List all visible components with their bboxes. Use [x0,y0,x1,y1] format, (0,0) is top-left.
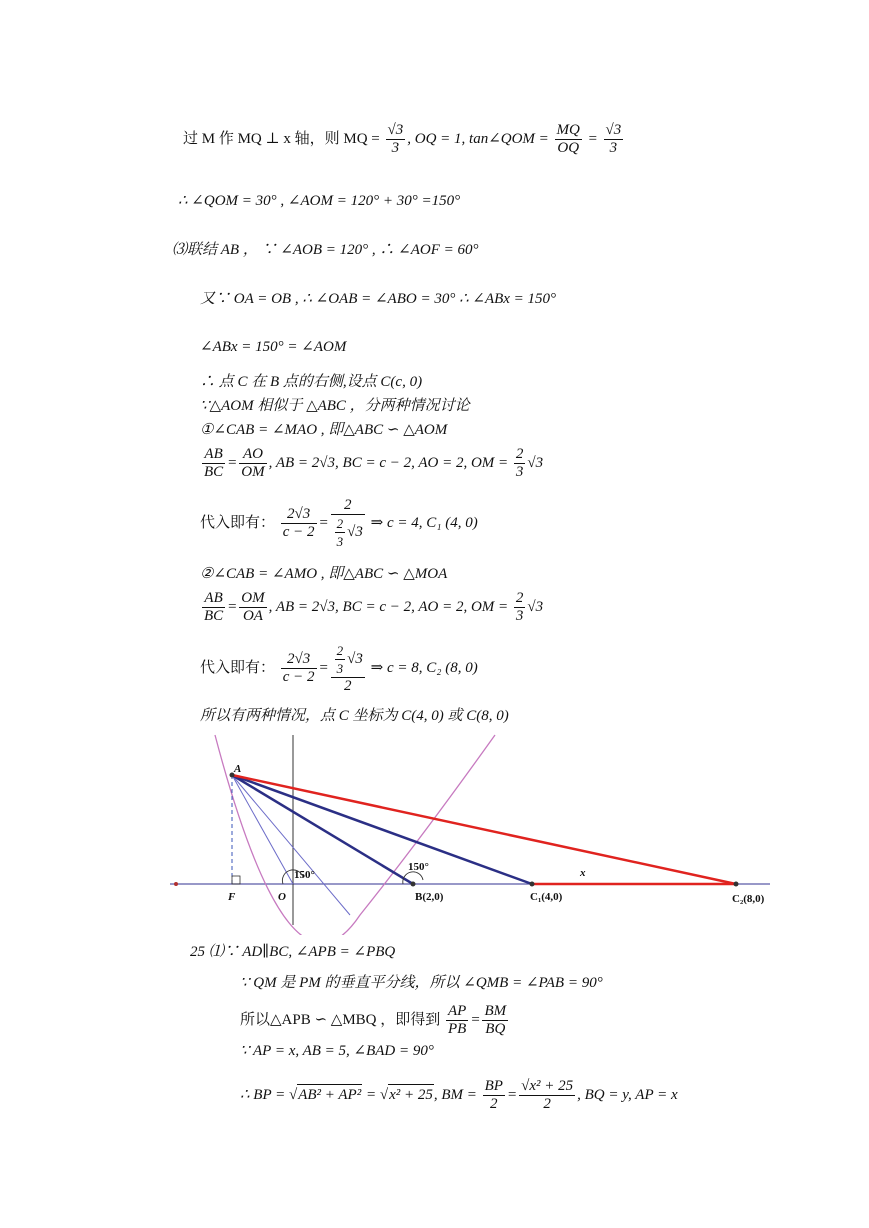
label-c1: C₁(4,0) [530,891,563,903]
point-b [411,882,416,887]
parabola [215,735,495,935]
line-1 [183,122,625,157]
line-9: $\frac{AB}{BC}$ = $\frac{AO}{OM}$ , AB = 2√3, BC = c − 2, AO = 2, OM = $\frac{2}{3}$ √3 [204,446,544,480]
line-15: 25 ⑴∵ AD∥BC, ∠APB = ∠PBQ [190,944,396,960]
label-f: F [228,891,236,903]
label-angle-b: 150° [408,861,429,873]
line-1-mid: , OQ = 1, tan∠QOM = [407,130,549,147]
line-7: ∵△AOM 相似于 △ABC ，分两种情况讨论 [200,398,470,414]
fraction-nested-1: 2 $\frac{2}{3}$ √3 [331,497,365,550]
line-10: 代入即有： $\frac{2√3}{c - 2}$ = 2 $\frac{2}{3}$ √3 ⇒ c = 4, C₁ (4, 0) [200,497,478,549]
line-1-eq: = [587,130,598,147]
geometry-figure [170,730,770,935]
point-c1 [530,882,535,887]
line-2: ∴ ∠QOM = 30° , ∠AOM = 120° + 30° =150° [178,193,461,209]
fraction-two-thirds: $\frac{2}{3}$ [515,446,524,480]
line-1-pre: 过 M 作 MQ ⊥ x 轴，则 MQ = [183,130,380,147]
fraction-ao-om: $\frac{AO}{OM}$ [241,446,265,480]
line-11: ②∠CAB = ∠AMO , 即△ABC ∽ △MOA [200,566,448,582]
label-angle-o: 150° [294,869,315,881]
fraction-mq: $\frac{√3}{3}$ [387,122,404,156]
label-c2: C₂(8,0) [732,893,765,905]
fraction-tan: $\frac{√3}{3}$ [605,122,622,156]
label-x: x [580,867,586,879]
line-8: ①∠CAB = ∠MAO , 即△ABC ∽ △AOM [200,422,448,438]
label-a: A [234,763,242,775]
line-14: 所以有两种情况，点 C 坐标为 C(4, 0) 或 C(8, 0) [200,708,509,724]
point-c2 [734,882,739,887]
line-19: ∴ BP = √AB² + AP² = √x² + 25, BM = $\frac{BP}{2}$ = $\frac{\text{√x² + 25}}{2}$ , BQ = y, AP = x [240,1078,678,1112]
line-ao [232,775,293,884]
fraction-mq-oq: $\frac{MQ}{OQ}$ [556,122,580,156]
line-5: ∠ABx = 150° = ∠AOM [200,339,347,355]
line-13: 代入即有： $\frac{2√3}{c - 2}$ = $\frac{2}{3}$ √3 2 ⇒ c = 8, C₂ (8, 0) [200,643,478,694]
line-6: ∴ 点 C 在 B 点的右侧,设点 C(c, 0) [200,374,423,390]
line-12: $\frac{AB}{BC}$ = $\frac{OM}{OA}$ , AB = 2√3, BC = c − 2, AO = 2, OM = $\frac{2}{3}$ √3 [204,590,544,624]
label-b: B(2,0) [415,891,444,903]
fraction-2sqrt3-c2: $\frac{2√3}{c - 2}$ [282,506,315,540]
label-o: O [278,891,286,903]
fraction-ab-bc: $\frac{AB}{BC}$ [204,446,224,480]
line-18: ∵ AP = x, AB = 5, ∠BAD = 90° [240,1043,434,1059]
line-3: ⑶联结 AB ， ∵ ∠AOB = 120° , ∴ ∠AOF = 60° [172,242,479,258]
right-angle-mark [232,876,240,884]
line-17: 所以△APB ∽ △MBQ ，即得到 $\frac{AP}{PB}$ = $\frac{BM}{BQ}$ [240,1003,507,1037]
point-f [174,882,178,886]
fraction-nested-2: $\frac{2}{3}$ √3 2 [331,642,365,695]
line-16: ∵ QM 是 PM 的垂直平分线，所以 ∠QMB = ∠PAB = 90° [240,975,603,991]
line-ab [232,775,413,884]
line-4: 又∵ OA = OB , ∴ ∠OAB = ∠ABO = 30° ∴ ∠ABx = 150° [200,291,557,307]
